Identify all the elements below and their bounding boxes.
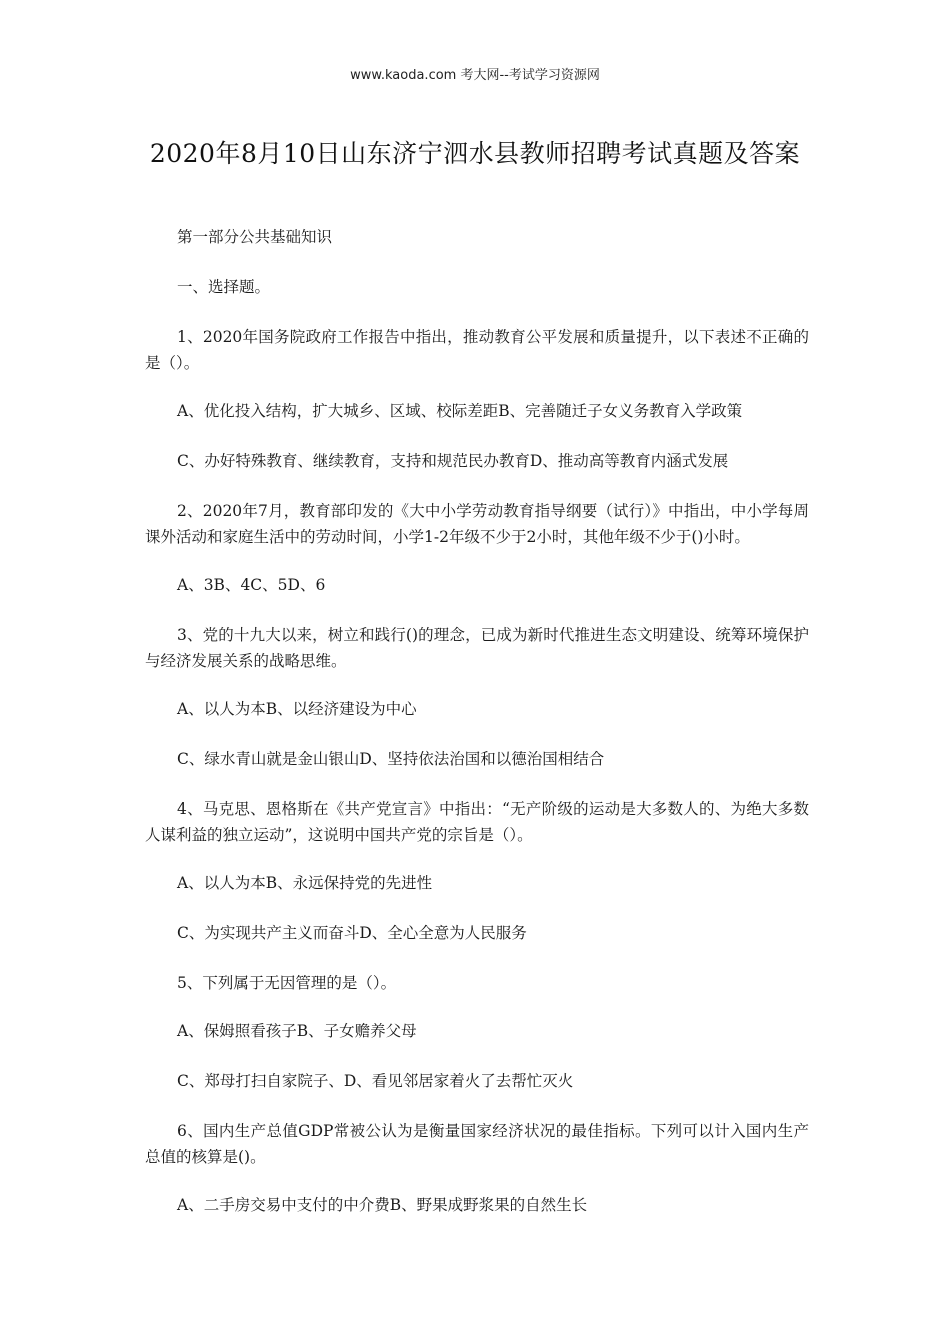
subsection-heading: 一、选择题。 — [177, 278, 271, 296]
question-2-options: A、3B、4C、5D、6 — [177, 576, 326, 594]
question-1-options-cd: C、办好特殊教育、继续教育，支持和规范民办教育D、推动高等教育内涵式发展 — [177, 452, 729, 470]
document-title: 2020年8月10日山东济宁泗水县教师招聘考试真题及答案 — [149, 139, 801, 168]
question-3-options-ab: A、以人为本B、以经济建设为中心 — [177, 700, 417, 718]
section-heading: 第一部分公共基础知识 — [177, 228, 333, 246]
question-1-options-ab: A、优化投入结构，扩大城乡、区域、校际差距B、完善随迁子女义务教育入学政策 — [177, 402, 743, 420]
question-5-options-cd: C、郑母打扫自家院子、D、看见邻居家着火了去帮忙灭火 — [177, 1072, 574, 1090]
question-6-options-ab: A、二手房交易中支付的中介费B、野果成野浆果的自然生长 — [177, 1196, 588, 1214]
question-2: 2、2020年7月，教育部印发的《大中小学劳动教育指导纲要（试行）》中指出，中小学每周课外活动和家庭生活中的劳动时间，小学1-2年级不少于2小时，其他年级不少于()小时。 — [145, 502, 809, 546]
question-4: 4、马克思、恩格斯在《共产党宣言》中指出：“无产阶级的运动是大多数人的、为绝大多数人谋利益的独立运动”，这说明中国共产党的宗旨是（）。 — [145, 800, 809, 844]
document-body — [145, 224, 809, 1242]
question-5: 5、下列属于无因管理的是（）。 — [177, 974, 397, 992]
question-1: 1、2020年国务院政府工作报告中指出，推动教育公平发展和质量提升，以下表述不正确的是（）。 — [145, 328, 809, 372]
question-6: 6、国内生产总值GDP常被公认为是衡量国家经济状况的最佳指标。下列可以计入国内生产总值的核算是()。 — [145, 1122, 809, 1166]
question-4-options-cd: C、为实现共产主义而奋斗D、全心全意为人民服务 — [177, 924, 527, 942]
question-3: 3、党的十九大以来，树立和践行()的理念，已成为新时代推进生态文明建设、统筹环境保护与经济发展关系的战略思维。 — [145, 626, 809, 670]
question-3-options-cd: C、绿水青山就是金山银山D、坚持依法治国和以德治国相结合 — [177, 750, 605, 768]
question-4-options-ab: A、以人为本B、永远保持党的先进性 — [177, 874, 433, 892]
question-5-options-ab: A、保姆照看孩子B、子女赡养父母 — [177, 1022, 417, 1040]
site-header: www.kaoda.com 考大网--考试学习资源网 — [350, 68, 600, 83]
